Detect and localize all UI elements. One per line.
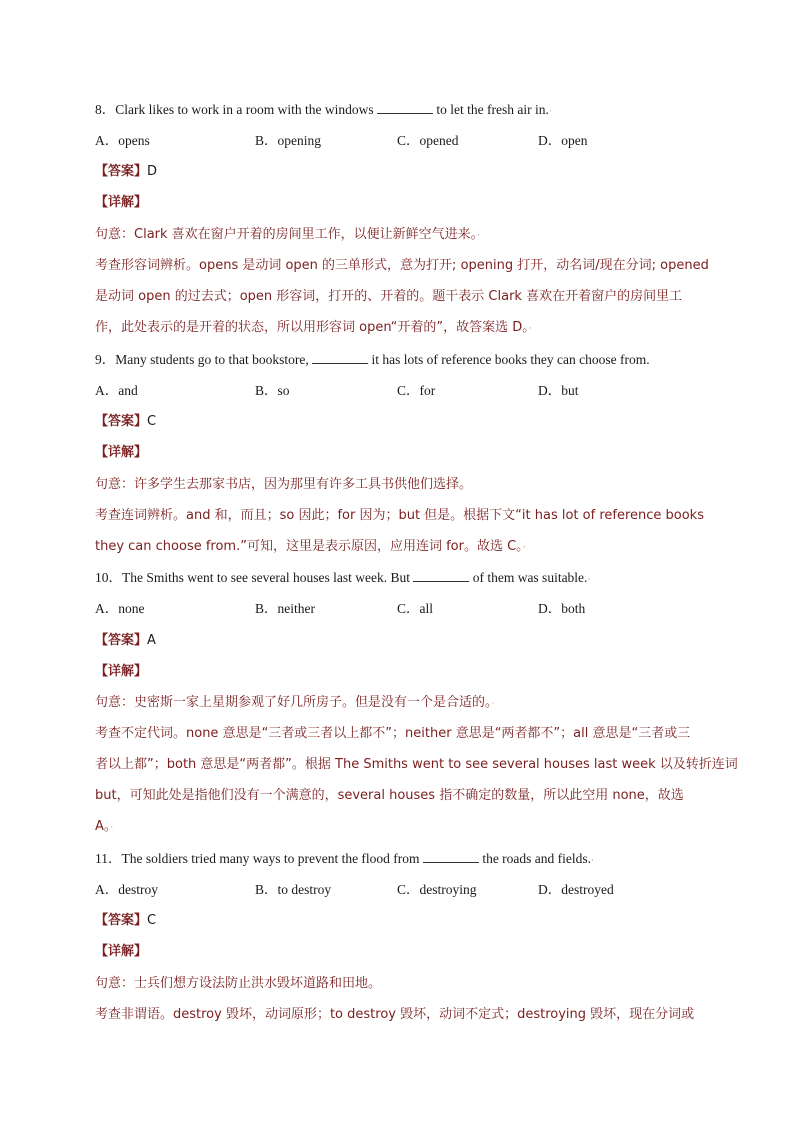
explanation-line: 考查非谓语。destroy 毁坏，动词原形；to destroy 毁坏，动词不定式；destroying 毁坏，现在分词或 — [95, 1007, 695, 1022]
option-b: B．opening — [255, 133, 321, 148]
answer-label: 【答案】 — [95, 913, 148, 928]
answer-row — [95, 911, 156, 931]
option-b: B．neither — [255, 601, 315, 616]
question-stem-end: of them was suitable. — [472, 570, 588, 585]
translation: 句意：士兵们想方设法防止洪水毁坏道路和田地。 — [95, 976, 382, 991]
explanation-line: 考查连词辨析。and 和，而且；so 因此；for 因为；but 但是。根据下文“it has lot of reference books — [95, 508, 704, 523]
option-d: D．both — [538, 601, 586, 616]
option-a: A．opens — [95, 133, 150, 148]
answer-blank — [423, 850, 479, 863]
option-a: A．destroy — [95, 882, 158, 897]
answer-value: D — [147, 164, 158, 179]
question-stem-end: the roads and fields. — [482, 851, 592, 866]
answer-blank — [413, 569, 469, 582]
option-b: B．to destroy — [255, 882, 332, 897]
option-b: B．so — [255, 383, 290, 398]
option-c: C．all — [397, 601, 433, 616]
option-d: D．destroyed — [538, 882, 614, 897]
translation: 句意：史密斯一家上星期参观了好几所房子。但是没有一个是合适的。· — [95, 695, 495, 710]
question-stem-end: to let the fresh air in. — [436, 102, 549, 117]
answer-label: 【答案】 — [95, 414, 148, 429]
answer-value: C — [147, 414, 157, 429]
option-c: C．for — [397, 383, 436, 398]
detail-label: 【详解】 — [95, 944, 148, 959]
question-stem-end: it has lots of reference books they can choose from. — [371, 352, 650, 367]
explanation-line: 作，此处表示的是开着的状态，所以用形容词 open“开着的”，故答案选 D。· — [95, 320, 532, 335]
question-stem-start: 11．The soldiers tried many ways to prevent the flood from — [95, 851, 420, 866]
explanation-line: 者以上都”；both 意思是“两者都”。根据 The Smiths went to see several houses last week 以及转折连词 — [95, 757, 738, 772]
answer-row — [95, 631, 156, 651]
answer-label: 【答案】 — [95, 633, 148, 648]
question-9-stem — [95, 350, 650, 370]
explanation-line: they can choose from.”可知，这里是表示原因，应用连词 for。故选 C。· — [95, 539, 526, 554]
answer-row — [95, 162, 157, 182]
question-11-stem: 11．The soldiers tried many ways to prevent the flood from the roads and fields.· — [95, 851, 595, 866]
detail-label: 【详解】 — [95, 664, 148, 679]
answer-blank — [377, 101, 433, 114]
option-d: D．but — [538, 383, 579, 398]
question-10-stem: 10．The Smiths went to see several houses last week. But of them was suitable.· — [95, 570, 591, 585]
explanation-line: but，可知此处是指他们没有一个满意的，several houses 指不确定的数量，所以此空用 none，故选 — [95, 788, 684, 803]
option-c: C．opened — [397, 133, 459, 148]
question-8-stem: 8．Clark likes to work in a room with the windows to let the fresh air in.· — [95, 102, 552, 117]
answer-value: A — [147, 633, 156, 648]
explanation-line: 是动词 open 的过去式；open 形容词，打开的、开着的。题干表示 Clark 喜欢在开着窗户的房间里工 — [95, 289, 683, 304]
option-d: D．open — [538, 133, 588, 148]
translation: 句意：许多学生去那家书店，因为那里有许多工具书供他们选择。 — [95, 477, 473, 492]
option-a: A．none — [95, 601, 145, 616]
translation: 句意：Clark 喜欢在窗户开着的房间里工作，以便让新鲜空气进来。· — [95, 227, 481, 242]
question-stem-start: 8．Clark likes to work in a room with the windows — [95, 102, 374, 117]
option-a: A．and — [95, 383, 138, 398]
question-stem-start: 10．The Smiths went to see several houses last week. But — [95, 570, 410, 585]
answer-label: 【答案】 — [95, 164, 148, 179]
question-stem-start: 9．Many students go to that bookstore, — [95, 352, 309, 367]
explanation-line: 考查不定代词。none 意思是“三者或三者以上都不”；neither 意思是“两者都不”；all 意思是“三者或三 — [95, 726, 691, 741]
explanation-line: 考查形容词辨析。opens 是动词 open 的三单形式，意为打开; opening 打开，动名词/现在分词; opened — [95, 258, 709, 273]
answer-blank — [312, 351, 368, 364]
option-c: C．destroying — [397, 882, 477, 897]
answer-row — [95, 412, 156, 432]
explanation-line: A。· — [95, 819, 114, 834]
answer-value: C — [147, 913, 157, 928]
detail-label: 【详解】 — [95, 445, 148, 460]
detail-label: 【详解】 — [95, 195, 148, 210]
